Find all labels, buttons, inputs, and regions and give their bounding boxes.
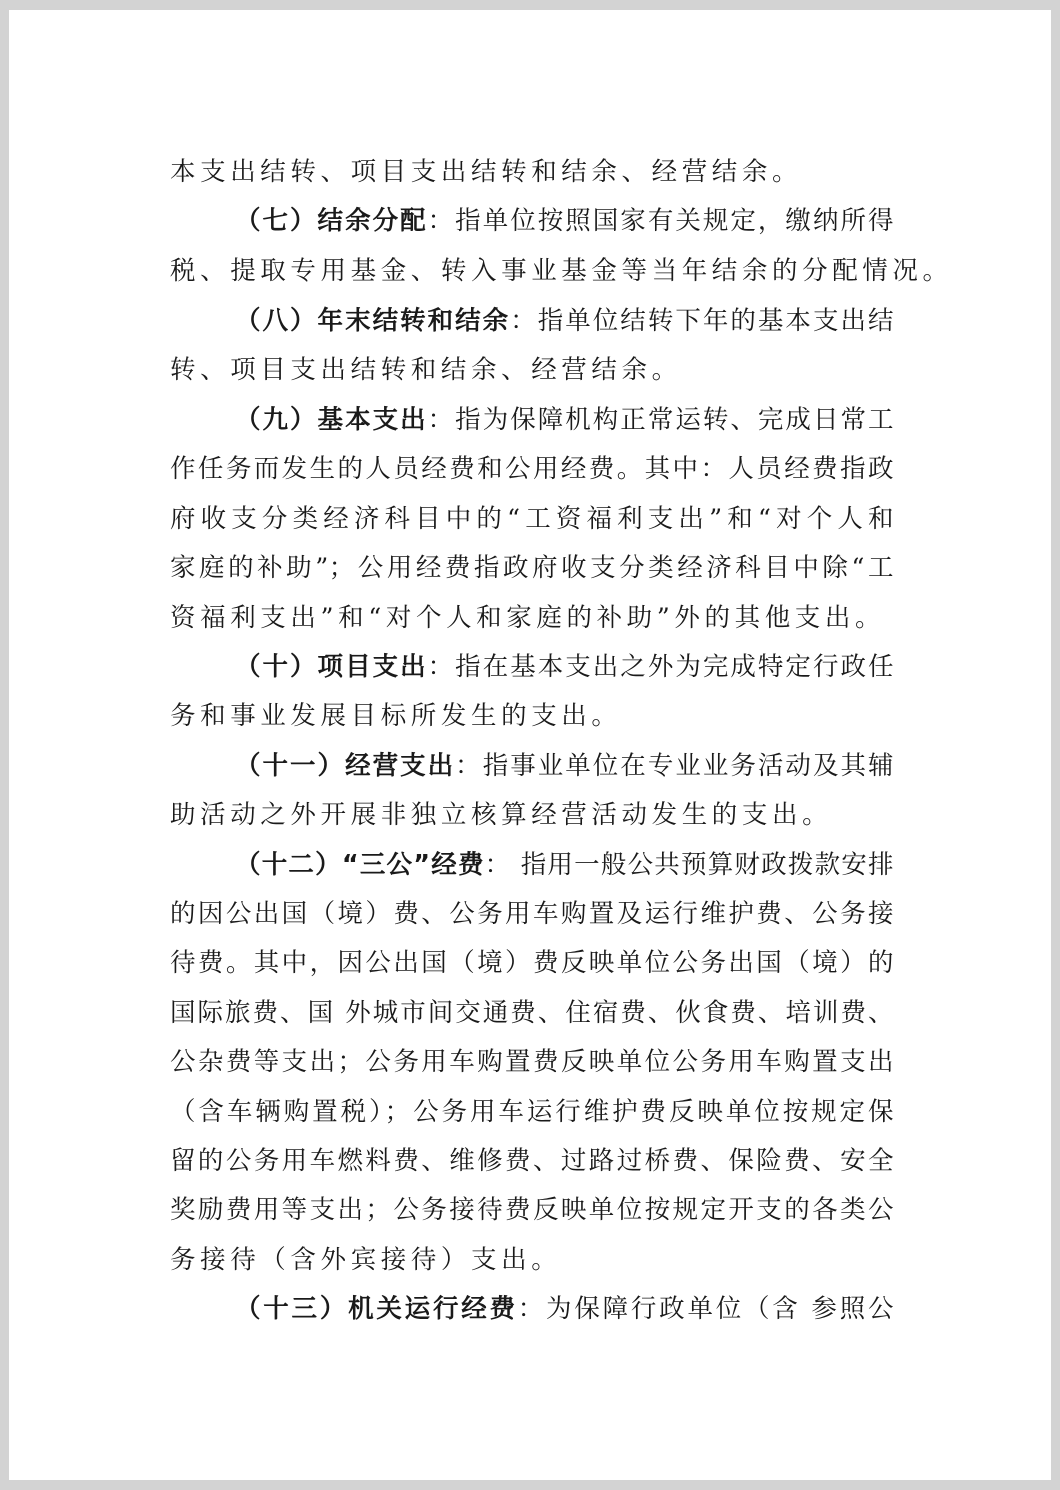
text-line: 务和事业发展目标所发生的支出。 bbox=[170, 701, 622, 731]
section-heading: （十二）“三公”经费 bbox=[235, 850, 485, 880]
text-line: 本支出结转、项目支出结转和结余、经营结余。 bbox=[170, 157, 803, 187]
document-page bbox=[9, 10, 1051, 1480]
section-heading: （十一）经营支出 bbox=[235, 751, 456, 781]
section-heading-line: （十）项目支出：指在基本支出之外为完成特定行政任 bbox=[235, 652, 894, 682]
text-line: 助活动之外开展非独立核算经营活动发生的支出。 bbox=[170, 800, 833, 830]
section-heading-line: （十一）经营支出：指事业单位在专业业务活动及其辅 bbox=[235, 751, 894, 781]
text-line: 资福利支出”和“对个人和家庭的补助”外的其他支出。 bbox=[170, 603, 886, 633]
text-line: （含车辆购置税）；公务用车运行维护费反映单位按规定保 bbox=[170, 1097, 894, 1127]
text-line: 留的公务用车燃料费、维修费、过路过桥费、保险费、安全 bbox=[170, 1146, 894, 1176]
section-heading-line: （七）结余分配：指单位按照国家有关规定，缴纳所得 bbox=[235, 206, 894, 236]
section-heading: （七）结余分配 bbox=[235, 206, 428, 236]
text-line: 家庭的补助”；公用经费指政府收支分类经济科目中除“工 bbox=[170, 553, 894, 583]
section-heading: （九）基本支出 bbox=[235, 405, 428, 435]
section-heading: （十三）机关运行经费 bbox=[235, 1294, 518, 1324]
text-line: 的因公出国（境）费、公务用车购置及运行维护费、公务接 bbox=[170, 899, 894, 929]
text-line: 国际旅费、国 外城市间交通费、住宿费、伙食费、培训费、 bbox=[170, 998, 894, 1028]
text-line: 奖励费用等支出；公务接待费反映单位按规定开支的各类公 bbox=[170, 1195, 894, 1225]
section-heading: （十）项目支出 bbox=[235, 652, 428, 682]
section-heading-line: （十二）“三公”经费： 指用一般公共预算财政拨款安排 bbox=[235, 850, 894, 880]
text-line: 公杂费等支出；公务用车购置费反映单位公务用车购置支出 bbox=[170, 1047, 894, 1077]
text-line: 税、提取专用基金、转入事业基金等当年结余的分配情况。 bbox=[170, 256, 953, 286]
text-line: 转、项目支出结转和结余、经营结余。 bbox=[170, 355, 682, 385]
text-line: 作任务而发生的人员经费和公用经费。其中：人员经费指政 bbox=[170, 454, 894, 484]
text-line: 待费。其中，因公出国（境）费反映单位公务出国（境）的 bbox=[170, 948, 894, 978]
text-line: 务接待（含外宾接待）支出。 bbox=[170, 1245, 562, 1275]
section-heading-line: （九）基本支出：指为保障机构正常运转、完成日常工 bbox=[235, 405, 894, 435]
text-line: 府收支分类经济科目中的“工资福利支出”和“对个人和 bbox=[170, 504, 894, 534]
section-heading-line: （八）年末结转和结余：指单位结转下年的基本支出结 bbox=[235, 306, 894, 336]
section-heading-line: （十三）机关运行经费：为保障行政单位（含 参照公 bbox=[235, 1294, 894, 1324]
section-heading: （八）年末结转和结余 bbox=[235, 306, 511, 336]
